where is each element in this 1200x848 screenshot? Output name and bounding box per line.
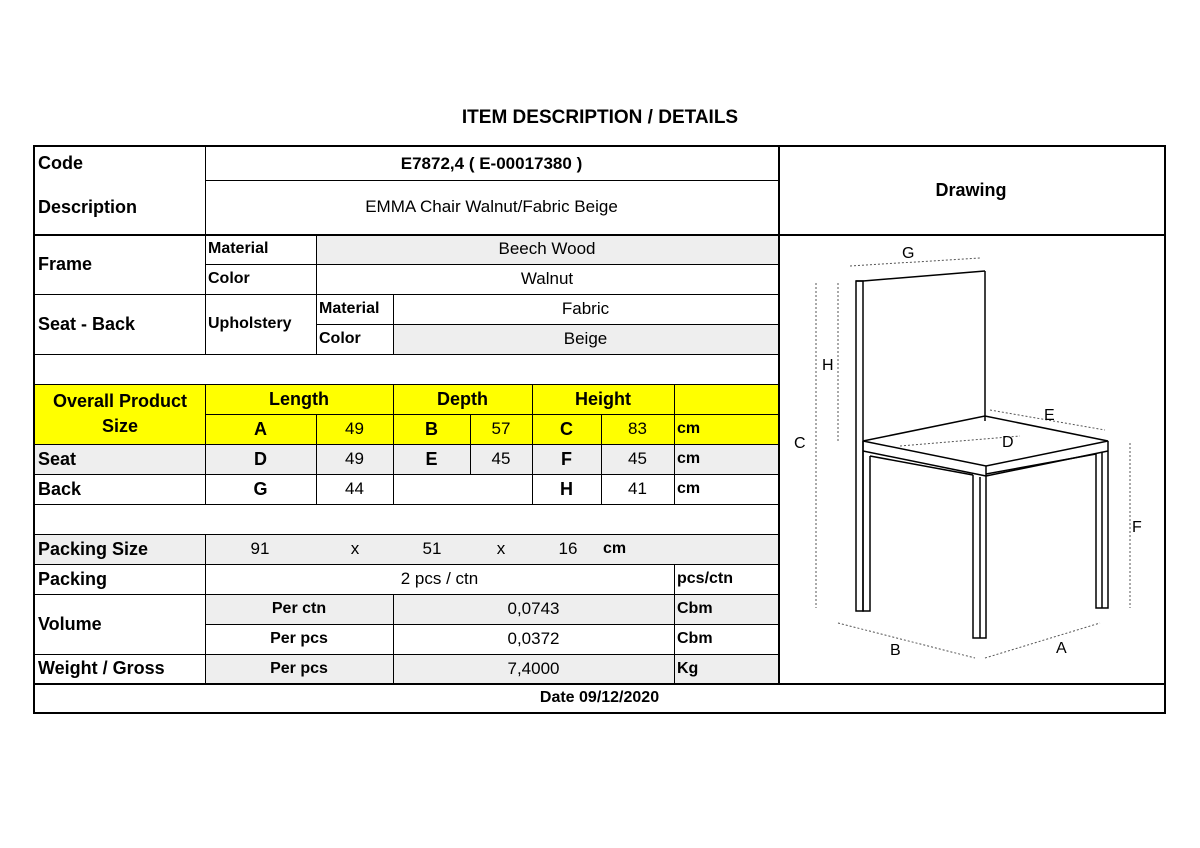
dim-label-g: G (902, 245, 915, 262)
packing-x2: x (496, 539, 506, 558)
dim-f-label: F (561, 448, 572, 469)
volume-per-ctn-value: 0,0743 (507, 599, 560, 618)
weight-unit: Kg (677, 659, 699, 677)
dim-label-d: D (1002, 434, 1014, 451)
drawing-label: Drawing (935, 180, 1007, 200)
overall-size-label-line2: Size (101, 416, 139, 436)
volume-per-pcs-unit: Cbm (677, 630, 713, 647)
frame-material-value: Beech Wood (498, 239, 596, 258)
seat-color-value: Beige (563, 329, 608, 348)
seat-unit: cm (677, 450, 701, 467)
frame-color-value: Walnut (520, 269, 574, 288)
dim-e-label: E (425, 448, 438, 469)
packing-unit: pcs/ctn (677, 570, 734, 587)
overall-size-label-line1: Overall Product (52, 391, 188, 411)
frame-label: Frame (38, 253, 93, 274)
weight-value: 7,4000 (507, 658, 560, 678)
depth-header: Depth (437, 388, 488, 409)
dim-d-value: 49 (345, 449, 364, 468)
packing-size-label: Packing Size (38, 538, 149, 559)
length-header: Length (269, 388, 329, 409)
dim-c-value: 83 (628, 419, 647, 438)
volume-per-pcs-label: Per pcs (270, 630, 328, 647)
seat-color-label: Color (319, 330, 361, 347)
code-value: E7872,4 ( E-00017380 ) (400, 153, 583, 173)
page-title: ITEM DESCRIPTION / DETAILS (461, 107, 739, 128)
dim-h-value: 41 (628, 479, 647, 498)
dim-e-value: 45 (491, 449, 511, 468)
packing-width: 51 (422, 539, 442, 558)
dim-c-label: C (560, 418, 573, 439)
description-label: Description (38, 196, 138, 217)
weight-per-pcs-label: Per pcs (270, 659, 328, 677)
seat-material-value: Fabric (561, 299, 610, 318)
dim-f-value: 45 (628, 449, 647, 468)
back-label: Back (38, 478, 82, 499)
dim-g-value: 44 (345, 479, 364, 498)
dim-label-h: H (822, 357, 834, 374)
volume-per-ctn-unit: Cbm (677, 600, 713, 617)
dim-b-label: B (425, 418, 438, 439)
dim-d-label: D (254, 448, 267, 469)
overall-size-label (35, 384, 205, 444)
seat-material-label: Material (319, 300, 380, 317)
code-label: Code (38, 153, 83, 173)
dim-g-label: G (253, 478, 268, 499)
packing-size-unit: cm (603, 540, 627, 557)
chair-leg-front-left (863, 451, 870, 611)
back-unit: cm (677, 480, 701, 497)
packing-x1: x (350, 539, 360, 558)
chair-backrest (856, 281, 863, 611)
dim-label-f: F (1132, 519, 1142, 536)
packing-label: Packing (38, 568, 108, 589)
overall-unit: cm (677, 420, 701, 437)
weight-label: Weight / Gross (38, 658, 165, 678)
date-footer: Date 09/12/2020 (539, 689, 660, 706)
volume-per-pcs-value: 0,0372 (507, 629, 560, 648)
packing-height: 16 (558, 539, 578, 558)
packing-value: 2 pcs / ctn (400, 569, 479, 588)
dim-a-value: 49 (345, 419, 364, 438)
chair-drawing (780, 238, 1164, 684)
upholstery-label: Upholstery (208, 315, 292, 332)
description-value: EMMA Chair Walnut/Fabric Beige (365, 197, 618, 216)
dim-b-value: 57 (491, 419, 511, 438)
dim-label-e: E (1044, 407, 1055, 424)
dim-a-label: A (254, 418, 267, 439)
seat-label: Seat (38, 448, 77, 469)
frame-color-label: Color (208, 270, 250, 287)
seat-back-label: Seat - Back (38, 313, 136, 334)
dim-label-c: C (794, 435, 806, 452)
dim-label-a: A (1056, 640, 1067, 657)
dim-h-label: H (560, 478, 573, 499)
volume-label: Volume (38, 613, 102, 634)
dim-label-b: B (890, 642, 901, 659)
packing-length: 91 (250, 539, 270, 558)
height-header: Height (575, 388, 631, 409)
frame-material-label: Material (208, 240, 269, 257)
volume-per-ctn-label: Per ctn (271, 600, 327, 617)
